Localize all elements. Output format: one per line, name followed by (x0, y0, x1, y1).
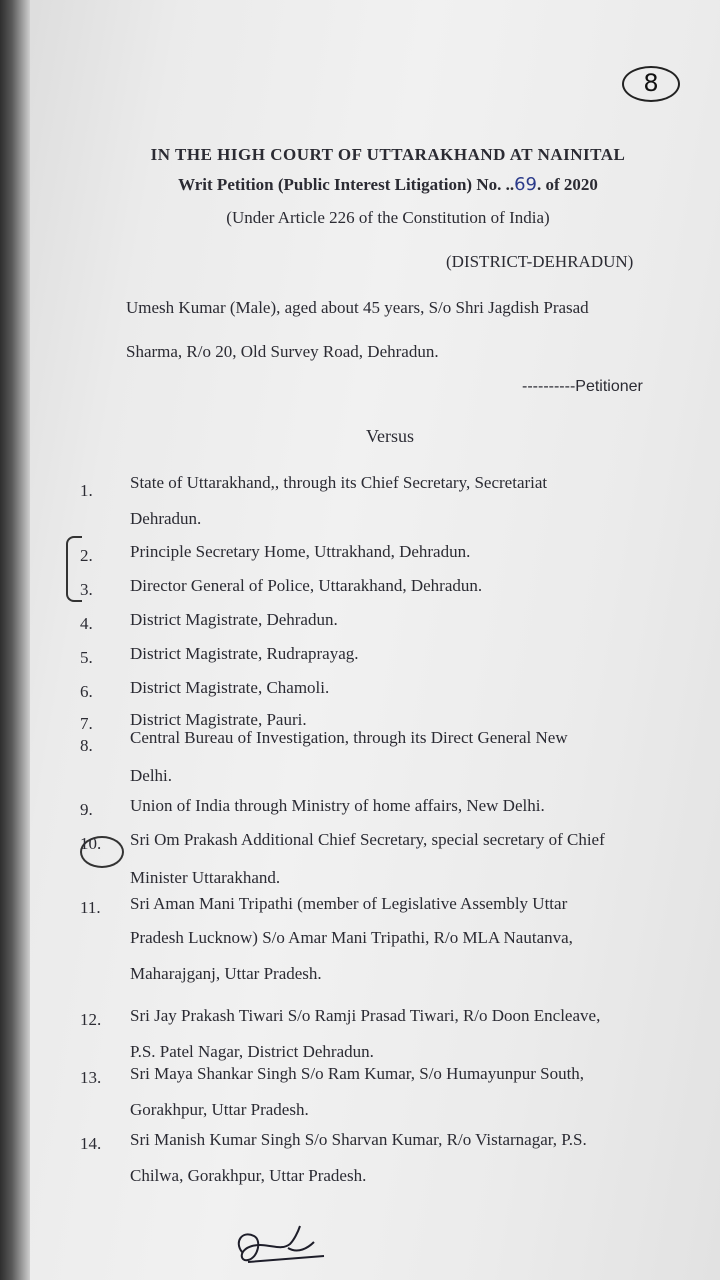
respondent-line: Central Bureau of Investigation, through its Direct General New (130, 728, 568, 747)
respondent-number: 7. (80, 714, 93, 733)
respondent-line: Sri Maya Shankar Singh S/o Ram Kumar, S/o Humayunpur South, (130, 1064, 585, 1083)
respondent-line: District Magistrate, Rudraprayag. (130, 644, 359, 663)
respondent-number: 1. (80, 481, 93, 500)
respondent-number: 11. (80, 898, 101, 917)
respondent-number: 4. (80, 614, 93, 633)
respondent-line: District Magistrate, Chamoli. (130, 678, 330, 697)
petitioner-role: ----------Petitioner (522, 378, 643, 395)
respondent-line: District Magistrate, Dehradun. (130, 610, 338, 629)
respondent-line: District Magistrate, Pauri. (130, 710, 307, 729)
respondent-line: Chilwa, Gorakhpur, Uttar Pradesh. (130, 1166, 367, 1185)
signature (228, 1222, 338, 1270)
petition-title (28, 174, 720, 195)
respondent-line: Sri Aman Mani Tripathi (member of Legislative Assembly Uttar (130, 894, 568, 913)
petition-suffix: . of 2020 (537, 175, 598, 194)
respondent-line: Principle Secretary Home, Uttrakhand, Dehradun. (130, 542, 471, 561)
respondent-line: Minister Uttarakhand. (130, 868, 281, 887)
petition-prefix: Writ Petition (Public Interest Litigation) No. .. (178, 175, 515, 194)
respondent-number: 14. (80, 1134, 102, 1153)
respondent-number: 2. (80, 546, 93, 565)
respondent-line: Sri Jay Prakash Tiwari S/o Ramji Prasad Tiwari, R/o Doon Encleave, (130, 1006, 601, 1025)
respondent-line: Maharajganj, Uttar Pradesh. (130, 964, 322, 983)
court-title: IN THE HIGH COURT OF UTTARAKHAND AT NAINITAL (150, 145, 626, 164)
respondent-line: Sri Om Prakash Additional Chief Secretary, special secretary of Chief (130, 830, 605, 849)
respondent-line: State of Uttarakhand,, through its Chief Secretary, Secretariat (130, 473, 548, 492)
petitioner-line-1: Umesh Kumar (Male), aged about 45 years, S/o Shri Jagdish Prasad (126, 298, 589, 317)
petition-number: 69 (514, 174, 538, 195)
respondent-line: Dehradun. (130, 509, 202, 528)
respondent-number: 9. (80, 800, 93, 819)
respondent-number: 10. (80, 834, 102, 853)
respondent-number: 13. (80, 1068, 102, 1087)
respondent-number: 12. (80, 1010, 102, 1029)
respondent-line: P.S. Patel Nagar, District Dehradun. (130, 1042, 374, 1061)
respondent-line: Director General of Police, Uttarakhand, Dehradun. (130, 576, 483, 595)
respondent-number: 6. (80, 682, 93, 701)
respondent-line: Sri Manish Kumar Singh S/o Sharvan Kumar, R/o Vistarnagar, P.S. (130, 1130, 587, 1149)
district-line: (DISTRICT-DEHRADUN) (446, 252, 634, 271)
respondent-number: 8. (80, 736, 93, 755)
respondent-line: Pradesh Lucknow) S/o Amar Mani Tripathi, R/o MLA Nautanva, (130, 928, 573, 947)
article-line: (Under Article 226 of the Constitution of India) (226, 208, 550, 227)
versus-heading: Versus (366, 426, 414, 446)
petitioner-line-2: Sharma, R/o 20, Old Survey Road, Dehradun. (126, 342, 439, 361)
respondent-line: Union of India through Ministry of home affairs, New Delhi. (130, 796, 545, 815)
respondent-line: Delhi. (130, 766, 173, 785)
respondent-number: 3. (80, 580, 93, 599)
page-number-circle: 8 (622, 66, 680, 102)
page-edge-shadow (0, 0, 30, 1280)
respondent-line: Gorakhpur, Uttar Pradesh. (130, 1100, 309, 1119)
respondent-number: 5. (80, 648, 93, 667)
